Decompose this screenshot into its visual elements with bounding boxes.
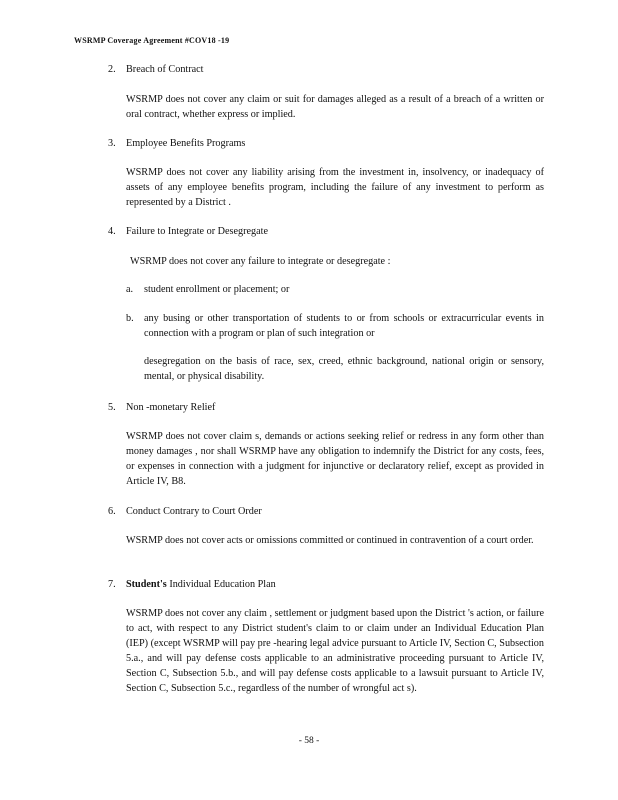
section-heading <box>108 400 544 415</box>
list-item-label: b. <box>126 313 134 324</box>
section-conduct-contrary <box>108 504 544 548</box>
section-heading <box>108 136 544 151</box>
section-heading <box>108 577 544 592</box>
section-failure-to-integrate <box>108 224 544 384</box>
list-item-b-continued <box>126 354 544 384</box>
section-title <box>126 577 276 592</box>
section-body: WSRMP does not cover acts or omissions committed or continued in contravention of a court order. <box>126 535 534 546</box>
section-heading <box>108 224 544 239</box>
section-heading <box>108 62 544 77</box>
section-number: 7. <box>108 579 116 590</box>
list-item-a <box>126 282 544 297</box>
section-title: Employee Benefits Programs <box>126 138 246 149</box>
list-item-label: a. <box>126 284 134 295</box>
section-body: WSRMP does not cover claim s, demands or actions seeking relief or redress in any form other than money damages , nor shall WSRMP have any obligation to indemnify the District for any costs, fees, or expenses in connection with a judgment for injunctive or declaratory relief, except as provided in Article IV, B8. <box>126 431 544 487</box>
section-breach-of-contract <box>108 62 544 122</box>
section-heading <box>108 504 544 519</box>
section-body: WSRMP does not cover any claim or suit for damages alleged as a result of a breach of a written or oral contract, whether express or implied. <box>126 94 544 120</box>
section-title-bold: Student's <box>126 579 167 590</box>
page-number: - 58 - <box>298 736 320 746</box>
list-item-text: student enrollment or placement; or <box>144 284 290 295</box>
section-intro: WSRMP does not cover any failure to integrate or desegregate : <box>130 256 391 267</box>
list-item-b <box>126 311 544 341</box>
section-title-rest: Individual Education Plan <box>169 579 276 590</box>
section-number: 6. <box>108 506 116 517</box>
section-body: WSRMP does not cover any claim , settlement or judgment based upon the District 's action, or failure to act, with respect to any District student's claim to or claim under an Individual Education Plan (IEP) (except WSRMP will pay pre -hearing legal advice pursuant to Article IV, Section C, Subsection 5.a., and will pay defense costs applicable to an administrative proceeding pursuant to Article IV, Section C, Subsection 5.b., and will pay defense costs applicable to a lawsuit pursuant to Article IV, Section C, Subsection 5.c., regardless of the number of wrongful act s). <box>126 608 544 694</box>
list-item-text: desegregation on the basis of race, sex, creed, ethnic background, national origin or sensory, mental, or physical disability. <box>144 356 544 382</box>
section-number: 5. <box>108 402 116 413</box>
section-number: 2. <box>108 64 116 75</box>
section-non-monetary-relief <box>108 400 544 489</box>
section-title: Failure to Integrate or Desegregate <box>126 226 268 237</box>
section-title: Breach of Contract <box>126 64 204 75</box>
section-body: WSRMP does not cover any liability arising from the investment in, insolvency, or inadequacy of assets of any employee benefits program, including the failure of any investment to perform as represented by a District . <box>126 167 544 208</box>
section-employee-benefits <box>108 136 544 210</box>
section-number: 4. <box>108 226 116 237</box>
section-title: Conduct Contrary to Court Order <box>126 506 262 517</box>
list-item-text: any busing or other transportation of students to or from schools or extracurricular events in connection with a program or plan of such integration or <box>144 313 544 339</box>
section-iep <box>108 577 544 696</box>
section-number: 3. <box>108 138 116 149</box>
page-header: WSRMP Coverage Agreement #COV18 -19 <box>74 36 230 45</box>
section-title: Non -monetary Relief <box>126 402 216 413</box>
